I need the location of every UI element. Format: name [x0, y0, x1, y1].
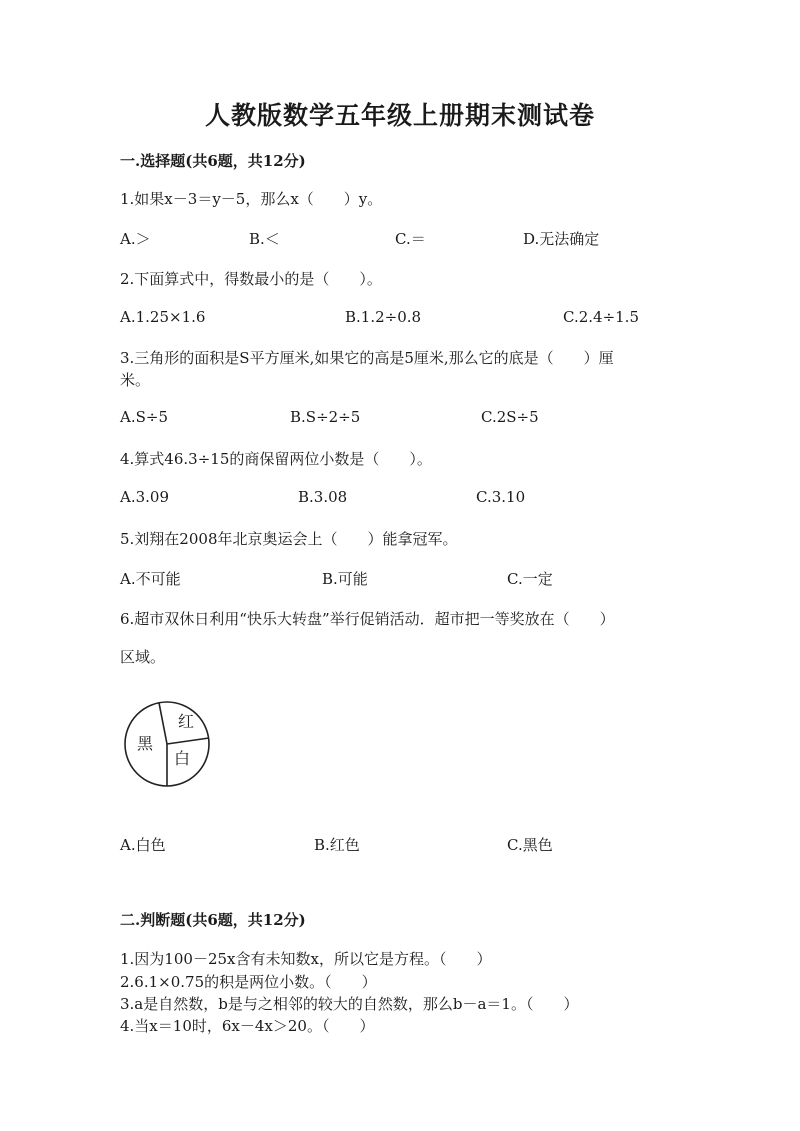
prize-wheel-diagram: [123, 700, 213, 790]
question-1-option-b: B.＜: [249, 230, 280, 248]
question-1-option-c: C.＝: [395, 230, 426, 248]
question-6-option-a: A.白色: [120, 836, 166, 854]
question-3-text-line2: 米。: [120, 371, 151, 389]
question-6-text-line2: 区域。: [120, 648, 166, 666]
question-1-option-a: A.＞: [120, 230, 151, 248]
question-4-option-b: B.3.08: [298, 488, 348, 506]
section-heading-choice: 一.选择题(共6题，共12分): [120, 152, 306, 170]
question-1-text: 1.如果x－3＝y－5，那么x（ ）y。: [120, 190, 383, 208]
wheel-divider-right: [167, 738, 209, 744]
question-4-text: 4.算式46.3÷15的商保留两位小数是（ ）。: [120, 450, 432, 468]
judgment-item-1: 1.因为100－25x含有未知数x，所以它是方程。（ ）: [120, 950, 492, 968]
question-2-option-c: C.2.4÷1.5: [563, 308, 639, 326]
question-6-option-c: C.黑色: [507, 836, 553, 854]
wheel-divider-top: [159, 703, 167, 744]
question-6-option-b: B.红色: [314, 836, 360, 854]
judgment-item-2: 2.6.1×0.75的积是两位小数。（ ）: [120, 973, 377, 991]
question-4-option-c: C.3.10: [476, 488, 526, 506]
question-4-option-a: A.3.09: [120, 488, 169, 506]
question-5-option-a: A.不可能: [120, 570, 181, 588]
question-2-option-a: A.1.25×1.6: [120, 308, 206, 326]
question-3-option-b: B.S÷2÷5: [290, 408, 361, 426]
section-heading-judgment: 二.判断题(共6题，共12分): [120, 911, 306, 929]
question-3-text-line1: 3.三角形的面积是S平方厘米,如果它的高是5厘米,那么它的底是（ ）厘: [120, 349, 614, 367]
question-6-text-line1: 6.超市双休日利用“快乐大转盘”举行促销活动．超市把一等奖放在（ ）: [120, 610, 615, 628]
question-5-option-b: B.可能: [322, 570, 368, 588]
question-2-text: 2.下面算式中，得数最小的是（ ）。: [120, 270, 382, 288]
question-3-option-a: A.S÷5: [120, 408, 168, 426]
wheel-label-black: 黑: [137, 734, 154, 753]
wheel-label-white: 白: [174, 749, 191, 768]
question-3-option-c: C.2S÷5: [481, 408, 539, 426]
question-5-text: 5.刘翔在2008年北京奥运会上（ ）能拿冠军。: [120, 530, 458, 548]
question-5-option-c: C.一定: [507, 570, 553, 588]
judgment-item-3: 3.a是自然数，b是与之相邻的较大的自然数，那么b－a＝1。（ ）: [120, 995, 579, 1013]
question-1-option-d: D.无法确定: [523, 230, 600, 248]
question-2-option-b: B.1.2÷0.8: [345, 308, 422, 326]
page-title: 人教版数学五年级上册期末测试卷: [204, 101, 595, 130]
judgment-item-4: 4.当x＝10时，6x－4x＞20。（ ）: [120, 1017, 375, 1035]
wheel-label-red: 红: [178, 712, 195, 731]
